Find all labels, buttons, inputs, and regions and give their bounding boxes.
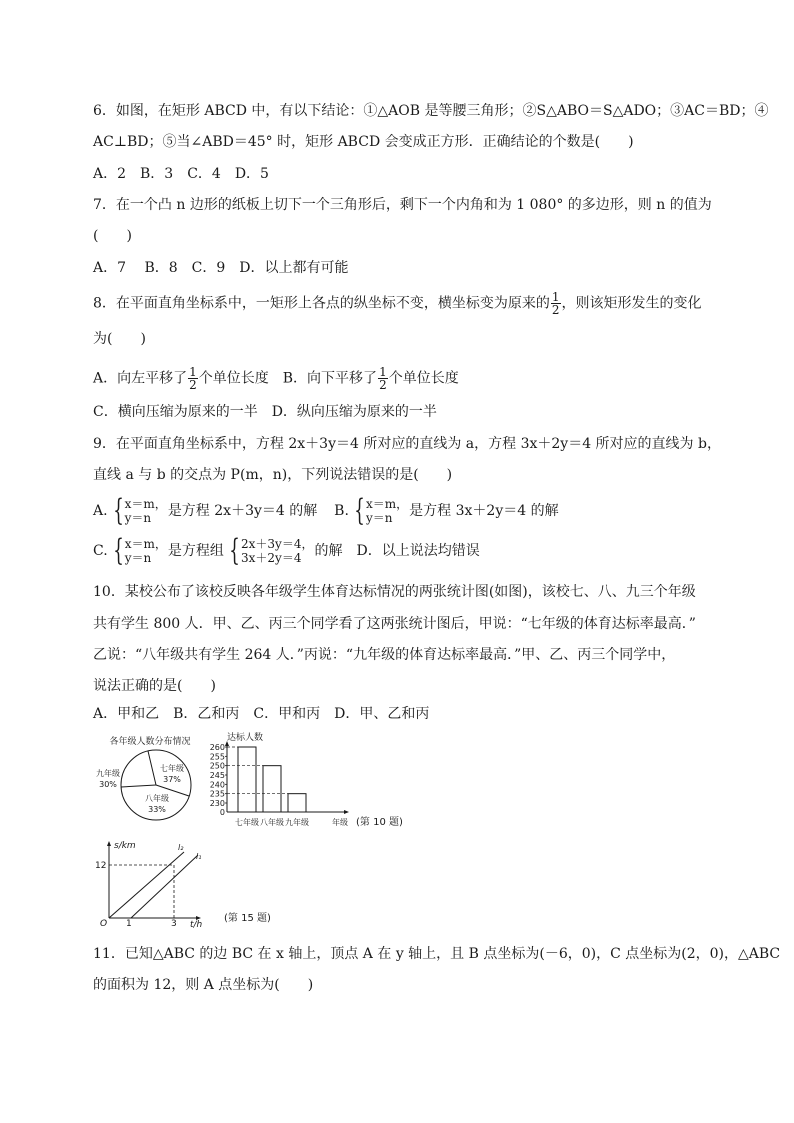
graph-line-l1 (131, 855, 198, 918)
equation-system-brace: { x＝m， y＝n (354, 493, 409, 528)
q9-option-b-text: 是方程 3x＋2y＝4 的解 (409, 503, 559, 519)
q8-line-1-start: 8．在平面直角坐标系中，一矩形上各点的纵坐标不变，横坐标变为原来的 (93, 295, 550, 312)
graph-label-l1: l₁ (196, 852, 202, 861)
fraction-numerator: 1 (551, 290, 560, 304)
graph-y-tick-12: 12 (95, 861, 107, 871)
bar-chart-xlabel: 年级 (332, 818, 348, 827)
graph-x-tick-3: 3 (171, 919, 177, 928)
q9-option-a-text: 是方程 2x＋3y＝4 的解 (167, 503, 318, 519)
bar-3 (288, 794, 306, 812)
q9-options-ab (93, 493, 559, 528)
system-row-x: x＝m， (124, 537, 167, 551)
q9-option-a-label: A. (93, 503, 108, 519)
bar-chart-y-tick-label: 235 (209, 789, 225, 799)
q9-option-c-tail: 的解 D．以上说法均错误 (314, 543, 480, 559)
q10-line-2: 共有学生 800 人．甲、乙、丙三个同学看了这两张统计图后，甲说：“七年级的体育达标率最高．” (93, 616, 696, 632)
fraction-half (188, 366, 198, 391)
fraction-numerator: 1 (189, 365, 197, 379)
pie-label-grade9: 九年级 (96, 769, 120, 778)
q10-options: A．甲和乙 B．乙和丙 C．甲和丙 D．甲、乙和丙 (93, 706, 430, 722)
q8-line-1-end: ，则该矩形发生的变化 (561, 295, 702, 312)
fraction-half (551, 291, 561, 316)
pie-divider-left (121, 785, 156, 787)
graph-xlabel: t/h (190, 920, 203, 928)
q11-line-1: 11．已知△ABC 的边 BC 在 x 轴上，顶点 A 在 y 轴上，且 B 点坐标为(－6，0)，C 点坐标为(2，0)，△ABC (93, 946, 781, 962)
q8-line-1 (93, 291, 702, 316)
q9-options-cd (93, 533, 480, 568)
q9-option-c-mid: 是方程组 (167, 543, 224, 559)
q9-line-2: 直线 a 与 b 的交点为 P(m，n)，下列说法错误的是( ) (93, 467, 453, 483)
pie-divider-top (148, 751, 156, 785)
graph-label-l2: l₂ (178, 843, 184, 852)
figure-caption-q10: (第 10 题) (356, 817, 403, 828)
q10-line-3: 乙说：“八年级共有学生 264 人．”丙说：“九年级的体育达标率最高．”甲、乙、丙三个同学中， (93, 647, 676, 663)
bar-chart (198, 730, 420, 830)
fraction-numerator: 1 (379, 365, 387, 379)
bar-chart-y-tick-label: 260 (209, 743, 225, 752)
bar-chart-ylabel: 达标人数 (227, 733, 264, 743)
pie-title: 各年级人数分布情况 (109, 737, 191, 747)
q8-options-ab (93, 366, 459, 391)
distance-time-graph (92, 838, 297, 928)
fraction-denominator: 2 (379, 378, 387, 392)
fraction-half (378, 366, 388, 391)
equation-system-brace: { x＝m， y＝n (112, 493, 167, 528)
bar-1 (238, 747, 256, 812)
q6-line-2: AC⊥BD；⑤当∠ABD＝45° 时，矩形 ABCD 会变成正方形．正确结论的个数是( ) (93, 134, 634, 150)
system-row-x: x＝m， (366, 497, 409, 511)
q9-line-1: 9．在平面直角坐标系中，方程 2x＋3y＝4 所对应的直线为 a，方程 3x＋2y＝4 所对应的直线为 b， (93, 436, 721, 452)
q7-line-1: 7．在一个凸 n 边形的纸板上切下一个三角形后，剩下一个内角和为 1 080° 的多边形，则 n 的值为 (93, 197, 712, 213)
fraction-denominator: 2 (189, 378, 197, 392)
bar-chart-y-tick-label: 250 (209, 761, 225, 771)
q6-options: A．2 B．3 C．4 D．5 (93, 166, 269, 182)
system-row-eq2: 3x＋2y＝4 (241, 551, 302, 565)
bar-category-label: 七年级 (235, 818, 259, 827)
q7-options: A．7 B．8 C．9 D．以上都有可能 (93, 260, 349, 276)
pie-label-grade7: 七年级 (160, 764, 184, 773)
fraction-denominator: 2 (551, 303, 560, 317)
pie-pct-grade8: 33% (148, 805, 166, 814)
graph-origin-label: O (100, 919, 108, 928)
bar-chart-y-tick-label: 240 (209, 780, 225, 790)
system-row-y: y＝n (366, 511, 393, 525)
bar-chart-y-tick-label: 245 (209, 771, 225, 780)
q9-option-b-label: B. (334, 503, 349, 519)
bar-chart-y-tick-label: 255 (209, 752, 225, 762)
pie-pct-grade7: 37% (163, 775, 181, 784)
q8-line-2: 为( ) (93, 331, 146, 347)
bar-chart-x-arrow (344, 810, 349, 814)
bar-category-label: 八年级 (260, 818, 284, 827)
system-row-eq1: 2x＋3y＝4， (241, 537, 314, 551)
system-row-y: y＝n (124, 551, 152, 565)
q10-line-1: 10．某校公布了该校反映各年级学生体育达标情况的两张统计图(如图)，该校七、八、九三个年级 (93, 584, 696, 600)
q8-option-b-end: 个单位长度 (388, 370, 459, 387)
figure-caption-q15: (第 15 题) (224, 913, 271, 924)
bar-chart-marks (210, 743, 309, 827)
bar-chart-y-tick-label: 230 (209, 799, 225, 808)
graph-x-tick-1: 1 (126, 919, 132, 928)
q7-line-2: ( ) (93, 228, 132, 244)
q9-option-c-label: C. (93, 543, 108, 559)
q8-option-a-start: A．向左平移了 (93, 370, 188, 387)
graph-ylabel: s/km (114, 841, 136, 851)
pie-pct-grade9: 30% (99, 780, 117, 789)
bar-category-label: 九年级 (285, 818, 309, 827)
q8-option-a-mid: 个单位长度 B．向下平移了 (198, 370, 378, 387)
equation-system-brace: { x＝m， y＝n (112, 533, 167, 568)
system-row-y: y＝n (124, 511, 152, 525)
q6-line-1: 6．如图，在矩形 ABCD 中，有以下结论：①△AOB 是等腰三角形；②S△ABO＝S△ADO；③AC＝BD；④ (93, 103, 769, 119)
system-row-x: x＝m， (124, 497, 167, 511)
bar-chart-y-tick-label: 0 (219, 808, 225, 817)
graph-line-l2 (109, 852, 184, 918)
q8-options-cd: C．横向压缩为原来的一半 D．纵向压缩为原来的一半 (93, 404, 437, 420)
pie-label-grade8: 八年级 (145, 794, 169, 803)
pie-chart (90, 732, 210, 824)
graph-y-arrow (107, 841, 111, 846)
equation-system-brace: { 2x＋3y＝4， 3x＋2y＝4 (229, 533, 314, 568)
bar-2 (263, 766, 281, 812)
q10-line-4: 说法正确的是( ) (93, 678, 216, 694)
q11-line-2: 的面积为 12，则 A 点坐标为( ) (93, 977, 314, 993)
